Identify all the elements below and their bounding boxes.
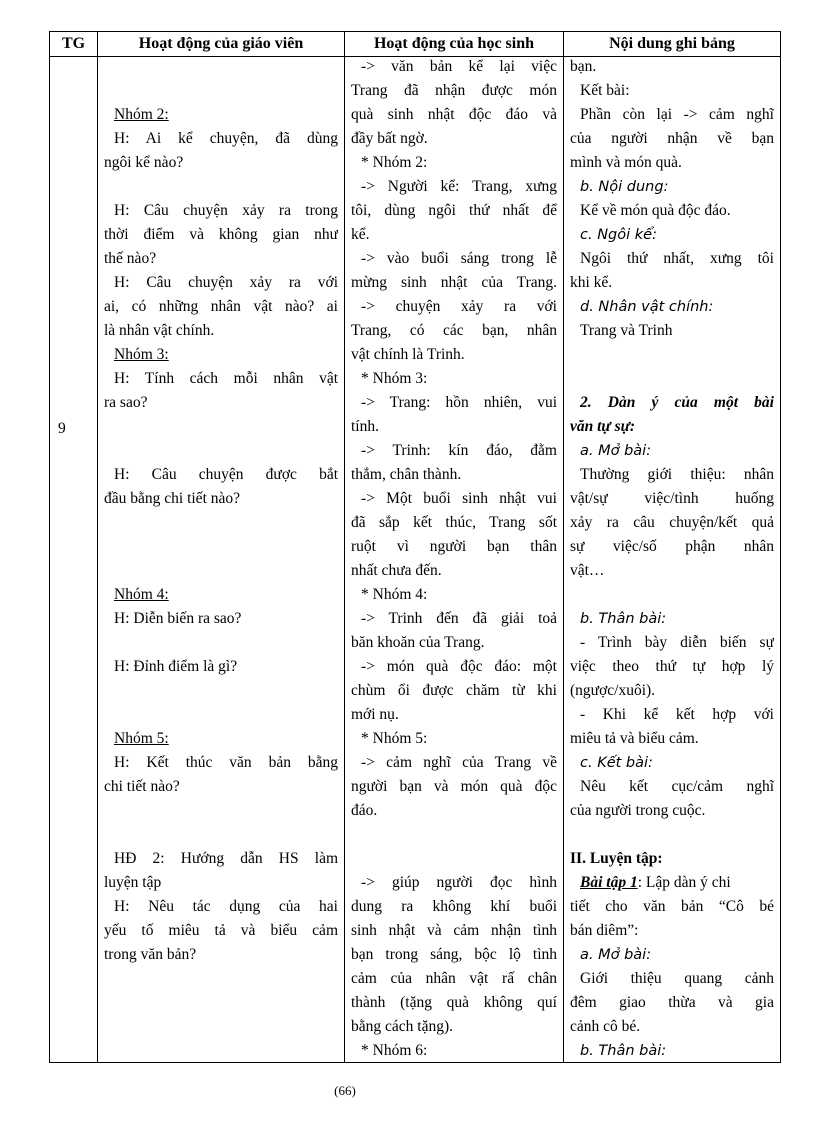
- student-line: -> Trinh đến đã giải toả: [361, 610, 557, 627]
- student-line: bằng cách tặng).: [351, 1018, 453, 1035]
- teacher-line: là nhân vật chính.: [104, 322, 215, 339]
- student-line: băn khoăn của Trang.: [351, 634, 485, 651]
- board-line: c. Ngôi kể:: [580, 227, 657, 243]
- student-line: tôi, dùng ngôi thứ nhất để: [351, 202, 557, 219]
- student-line: thành (tặng quà không quí: [351, 994, 557, 1011]
- student-line: Trang đã nhận được món: [351, 82, 557, 99]
- board-line: b. Thân bài:: [580, 1043, 667, 1059]
- student-line: ruột vì người bạn thân: [351, 538, 557, 555]
- student-line: -> Một buổi sinh nhật vui: [361, 490, 557, 507]
- teacher-line: ai, có những nhân vật nào? ai: [104, 298, 338, 315]
- board-line: Thường giới thiệu: nhân: [580, 466, 774, 483]
- tg-value: 9: [58, 420, 66, 437]
- board-line: Kể về món quà độc đáo.: [580, 202, 731, 219]
- board-line: bạn.: [570, 58, 597, 75]
- board-line: Nêu kết cục/cảm nghĩ: [580, 778, 774, 795]
- student-line: mới nụ.: [351, 706, 399, 723]
- student-line: -> vào buổi sáng trong lễ: [361, 250, 557, 267]
- student-line: tính.: [351, 418, 379, 435]
- teacher-line: luyện tập: [104, 874, 162, 891]
- student-line: chùm ổi được chăm từ khi: [351, 682, 557, 699]
- board-line: - Trình bày diễn biến sự: [580, 634, 774, 651]
- teacher-line: H: Diễn biến ra sao?: [114, 610, 242, 627]
- student-line: đã sắp kết thúc, Trang sốt: [351, 514, 557, 531]
- board-line: Trang và Trinh: [580, 322, 673, 339]
- teacher-line: H: Câu chuyện xảy ra với: [114, 274, 338, 291]
- student-line: -> cảm nghĩ của Trang về: [361, 754, 557, 771]
- board-line: việc theo thứ tự hợp lý: [570, 658, 774, 675]
- board-line: b. Thân bài:: [580, 611, 667, 627]
- teacher-line: chi tiết nào?: [104, 778, 180, 795]
- teacher-line: H: Đỉnh điểm là gì?: [114, 658, 238, 675]
- teacher-line: Nhóm 4:: [114, 586, 169, 603]
- teacher-line: H: Tính cách mỗi nhân vật: [114, 370, 338, 387]
- board-line: Ngôi thứ nhất, xưng tôi: [580, 250, 774, 267]
- board-line: Phần còn lại -> cảm nghĩ: [580, 106, 774, 123]
- student-line: * Nhóm 6:: [361, 1042, 428, 1059]
- teacher-line: đầu bằng chi tiết nào?: [104, 490, 241, 507]
- student-line: bạn trong sáng, bộc lộ tình: [351, 946, 557, 963]
- teacher-activity-cell: [98, 57, 345, 1063]
- board-line: cảnh cô bé.: [570, 1018, 641, 1035]
- teacher-line: thế nào?: [104, 250, 157, 267]
- board-line: khi kể.: [570, 274, 613, 291]
- teacher-line: ngôi kể nào?: [104, 154, 184, 171]
- teacher-line: Nhóm 2:: [114, 106, 169, 123]
- student-line: -> giúp người đọc hình: [361, 874, 557, 891]
- board-line: c. Kết bài:: [580, 755, 653, 771]
- board-line: bán diêm”:: [570, 922, 639, 939]
- board-line: sự việc/số phận nhân: [570, 538, 774, 555]
- board-line: a. Mở bài:: [580, 443, 652, 459]
- board-line: miêu tả và biểu cảm.: [570, 730, 699, 747]
- board-line: Giới thiệu quang cảnh: [580, 970, 774, 987]
- student-line: -> văn bản kể lại việc: [361, 58, 557, 75]
- teacher-line: H: Câu chuyện xảy ra trong: [114, 202, 338, 219]
- exercise-text: : Lập dàn ý chi: [637, 874, 731, 891]
- tg-cell: [50, 57, 98, 1063]
- teacher-line: H: Ai kể chuyện, đã dùng: [114, 130, 338, 147]
- student-line: đầy bất ngờ.: [351, 130, 428, 147]
- student-line: kể.: [351, 226, 370, 243]
- board-line: Kết bài:: [580, 82, 630, 99]
- board-line: vật…: [570, 562, 605, 579]
- board-line: II. Luyện tập:: [570, 850, 663, 867]
- student-line: -> chuyện xảy ra với: [361, 298, 557, 315]
- student-line: đáo.: [351, 802, 378, 819]
- teacher-line: yếu tố miêu tả và biểu cảm: [104, 922, 338, 939]
- board-line: b. Nội dung:: [580, 179, 669, 195]
- student-line: nhất chưa đến.: [351, 562, 442, 579]
- board-line: đêm giao thừa và gia: [570, 994, 774, 1011]
- board-line: của người nhận về bạn: [570, 130, 774, 147]
- teacher-line: Nhóm 3:: [114, 346, 169, 363]
- header-tg: TG: [50, 32, 98, 57]
- board-line: vật/sự việc/tình huống: [570, 490, 774, 507]
- teacher-line: HĐ 2: Hướng dẫn HS làm: [114, 850, 338, 867]
- board-line: xảy ra câu chuyện/kết quả: [570, 514, 774, 531]
- teacher-line: H: Câu chuyện được bắt: [114, 466, 338, 483]
- board-line: 2. Dàn ý của một bài: [580, 394, 774, 411]
- header-board-content: Nội dung ghi bảng: [564, 32, 781, 57]
- teacher-line: ra sao?: [104, 394, 148, 411]
- board-line: (ngược/xuôi).: [570, 682, 656, 699]
- board-line: a. Mở bài:: [580, 947, 652, 963]
- student-line: vật chính là Trinh.: [351, 346, 465, 363]
- teacher-line: thời điểm và không gian như: [104, 226, 338, 243]
- student-line: quà sinh nhật độc đáo và: [351, 106, 557, 123]
- student-line: -> món quà độc đáo: một: [361, 658, 557, 675]
- student-line: * Nhóm 3:: [361, 370, 428, 387]
- student-line: Trang, có các bạn, nhân: [351, 322, 557, 339]
- student-line: sinh nhật và cảm nhận tình: [351, 922, 557, 939]
- student-line: thắm, chân thành.: [351, 466, 462, 483]
- exercise-label: Bài tập 1: [580, 874, 638, 891]
- board-content-cell: [564, 57, 781, 1063]
- board-exercise-line: [580, 871, 774, 895]
- teacher-line: H: Nêu tác dụng của hai: [114, 898, 338, 915]
- board-line: mình và món quà.: [570, 154, 682, 171]
- header-teacher-activity: Hoạt động của giáo viên: [98, 32, 345, 57]
- student-line: dung ra không khí buổi: [351, 898, 557, 915]
- lesson-table: [49, 31, 781, 1063]
- student-line: cảm của nhân vật rấ chân: [351, 970, 557, 987]
- table-header-row: [50, 32, 781, 57]
- student-activity-cell: [345, 57, 564, 1063]
- board-line: văn tự sự:: [570, 418, 636, 435]
- student-line: * Nhóm 2:: [361, 154, 428, 171]
- page-number: (66): [334, 1083, 356, 1098]
- board-line: của người trong cuộc.: [570, 802, 706, 819]
- board-line: d. Nhân vật chính:: [580, 299, 714, 315]
- student-line: -> Trang: hồn nhiên, vui: [361, 394, 557, 411]
- board-line: tiết cho văn bản “Cô bé: [570, 898, 774, 915]
- student-line: -> Trinh: kín đáo, đằm: [361, 442, 557, 459]
- student-line: * Nhóm 4:: [361, 586, 428, 603]
- student-line: -> Người kể: Trang, xưng: [361, 178, 557, 195]
- teacher-line: trong văn bản?: [104, 946, 197, 963]
- teacher-line: Nhóm 5:: [114, 730, 169, 747]
- table-body-row: [50, 57, 781, 1063]
- student-line: người bạn và món quà độc: [351, 778, 557, 795]
- header-student-activity: Hoạt động của học sinh: [345, 32, 564, 57]
- student-line: * Nhóm 5:: [361, 730, 428, 747]
- student-line: mừng sinh nhật của Trang.: [351, 274, 557, 291]
- teacher-line: H: Kết thúc văn bản bằng: [114, 754, 338, 771]
- board-line: - Khi kể kết hợp với: [580, 706, 774, 723]
